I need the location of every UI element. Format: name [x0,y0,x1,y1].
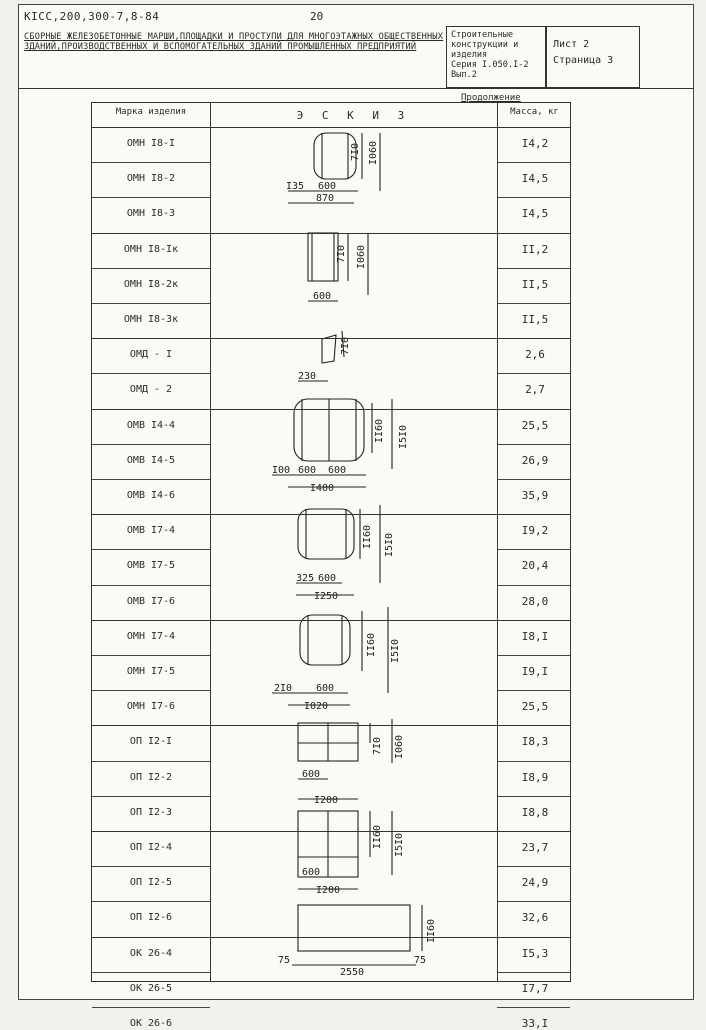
dimension-label: ІІ60 [366,632,377,657]
row-divider [92,796,210,797]
series-line: конструкции и [451,40,519,50]
product-mark: ОМН І8-І [126,138,176,149]
product-mass: І4,2 [521,137,549,150]
product-mass: І4,5 [521,207,549,221]
product-mass: 32,6 [521,911,549,925]
group-divider [92,514,570,515]
row-divider [497,479,570,480]
row-divider [497,761,570,762]
product-mark: ОК 26-5 [129,982,173,994]
product-mass: І4,5 [521,172,549,186]
product-mark: ОМВ І4-6 [126,490,176,501]
dimension-label: 600 [302,867,321,878]
dimension-label: І5І0 [390,638,401,663]
row-divider [497,162,570,163]
row-divider [497,549,570,550]
series-line: Строительные [451,30,514,40]
product-mass: І8,8 [521,805,549,819]
dimension-label: І200 [314,795,339,806]
product-mark: ОМН І7-5 [126,666,176,677]
product-mark: ОМД - 2 [129,384,173,396]
dimension-label: 600 [316,683,335,694]
product-mass: 24,9 [521,876,549,890]
dimension-label: І400 [310,483,335,494]
product-mark: ОК 26-6 [129,1018,173,1029]
column-header-mass: Масса, кг [510,107,559,117]
product-mass: І5,3 [521,946,549,960]
dimension-label: ІІ60 [372,824,383,849]
product-mass: 25,5 [521,418,549,432]
group-divider [92,831,570,832]
product-mark: ОМН І8-3 [126,208,176,220]
product-mark: ОМН І7-4 [126,630,176,642]
dimension-label: 600 [318,573,337,584]
dimension-label: І5І0 [394,832,405,857]
sketch-omv-17 [296,505,395,602]
product-mark: ОМН І8-3к [123,314,179,325]
row-divider [92,655,210,656]
dimension-label: І5І0 [384,532,395,557]
product-mark: ОП І2-3 [129,806,173,818]
group-divider [92,233,570,234]
product-mark: ОК 26-4 [129,947,173,959]
sketch-omn-17 [272,607,401,712]
product-mark: ОМВ І7-4 [126,525,176,537]
header-divider [18,88,694,89]
group-divider [92,937,570,938]
product-mass: 28,0 [521,594,549,608]
dimension-label: 600 [302,769,321,780]
sketch-outline [322,335,336,363]
product-mark: ОМД - І [129,349,173,361]
dimension-label: І060 [394,734,405,759]
sketch-ok-26 [278,905,437,978]
row-divider [92,549,210,550]
row-divider [92,303,210,304]
sketch-outline [298,905,410,951]
products-table [91,102,571,1030]
product-mass: ІІ,5 [521,277,549,291]
product-mass: 23,7 [521,841,549,854]
dimension-label: 230 [298,371,317,382]
dimension-label: ІІ60 [426,918,437,943]
sketch-omn-18k [308,233,368,302]
dimension-label: І250 [314,591,339,602]
row-divider [92,197,210,198]
dimension-label: 2І0 [274,683,293,694]
dimension-label: І00 [272,465,291,476]
dimension-label: 600 [298,465,317,476]
product-mark: ОП І2-4 [129,842,173,853]
dimension-label: 600 [313,291,332,302]
product-mark: ОМН І8-Ік [123,243,179,255]
series-box [446,26,546,88]
dimension-label: ІІ60 [362,524,373,549]
dimension-label: І060 [356,244,367,269]
row-divider [92,1007,210,1008]
dimension-label: 75 [278,955,291,966]
dimension-label: І020 [304,701,329,712]
product-mass: ІІ,5 [521,313,549,326]
dimension-label: 600 [328,465,347,476]
dimension-label: 600 [318,181,337,192]
series-line: изделия [451,50,488,60]
row-divider [497,655,570,656]
product-mass: І9,І [521,665,549,678]
row-divider [92,972,210,973]
product-mark: ОП І2-6 [129,912,173,924]
product-mass: 35,9 [521,489,549,502]
product-mark: ОМН І8-2к [123,278,179,290]
group-divider [92,338,570,339]
sketch-omv-14 [272,399,409,494]
row-divider [92,373,210,374]
dimension-label: 325 [296,573,315,584]
sketch-omn-18 [286,133,380,204]
row-divider [92,268,210,269]
series-line: Серия І.050.І-2 [451,60,529,70]
row-divider [497,197,570,198]
dimension-label: 75 [414,955,427,966]
dimension-label: І060 [368,140,379,165]
dimension-label: 2550 [340,967,365,978]
dimension-label: 7І0 [350,142,361,161]
product-mark: ОМВ І4-5 [126,454,176,466]
group-divider [92,620,570,621]
product-mark: ОМВ І4-4 [126,419,176,431]
product-mark: ОП І2-І [129,736,173,748]
column-header-sketch: Э С К И З [296,109,411,122]
row-divider [92,690,210,691]
group-divider [92,409,570,410]
product-mass: І8,І [521,629,549,643]
row-divider [497,444,570,445]
product-mark: ОМН І8-2 [126,173,176,185]
document-title: СБОРНЫЕ ЖЕЛЕЗОБЕТОННЫЕ МАРШИ,ПЛОЩАДКИ И ПРОСТУПИ ДЛЯ МНОГОЭТАЖНЫХ ОБЩЕСТВЕННЫХ ЗДАНИЙ,ПРОИЗВОДСТВЕННЫХ И ВСПОМОГАТЕЛЬНЫХ ЗДАНИЙ ПРОМЫШЛЕННЫХ ПРЕДПРИЯТИЙ [24,32,444,52]
page-number: 20 [310,10,324,23]
product-mass: 2,7 [525,383,545,397]
product-mark: ОМВ І7-5 [126,560,176,572]
row-divider [92,479,210,480]
row-divider [92,162,210,163]
row-divider [497,268,570,269]
product-mark: ОМН І7-6 [126,701,176,713]
row-divider [92,866,210,867]
row-divider [497,690,570,691]
product-mass: 20,4 [521,559,549,573]
series-line: Вып.2 [451,70,477,80]
product-mass: І9,2 [521,524,549,538]
product-mass: І8,3 [521,735,549,749]
product-mass: 25,5 [521,700,549,714]
row-divider [497,373,570,374]
sheet-label: Лист 2 [553,39,590,50]
sheet-box [546,26,640,88]
row-divider [92,585,210,586]
row-divider [497,303,570,304]
row-divider [497,1007,570,1008]
row-divider [497,796,570,797]
row-divider [497,585,570,586]
sketch-op-12a [298,719,405,806]
dimension-label: 7І0 [336,244,347,263]
dimension-label: 7І0 [340,336,351,355]
document-code: КІСС,200,300-7,8-84 [24,10,160,23]
row-divider [92,901,210,902]
product-mark: ОП І2-5 [129,877,173,889]
row-divider [92,444,210,445]
product-mass: 26,9 [521,453,549,467]
column-header-mark: Марка изделия [115,107,187,117]
row-divider [497,901,570,902]
dimension-label: ІІ60 [374,418,385,443]
row-divider [92,761,210,762]
row-divider [497,972,570,973]
product-mark: ОП І2-2 [129,771,173,783]
product-mass: 2,6 [525,348,545,362]
dimension-label: І5І0 [398,424,409,449]
sketch-op-12b [298,811,405,896]
page-label: Страница 3 [553,55,614,66]
dimension-label: І35 [286,181,305,192]
product-mass: 33,І [521,1017,549,1030]
dimension-label: 870 [316,193,335,204]
continuation-label: Продолжение [461,93,521,103]
dimension-label: 7І0 [372,736,383,755]
dimension-label: І200 [316,885,341,896]
group-divider [92,725,570,726]
product-mass: І7,7 [521,981,549,995]
row-divider [497,866,570,867]
product-mass: ІІ,2 [521,242,549,256]
product-mass: І8,9 [521,770,549,784]
product-mark: ОМВ І7-6 [126,595,176,607]
